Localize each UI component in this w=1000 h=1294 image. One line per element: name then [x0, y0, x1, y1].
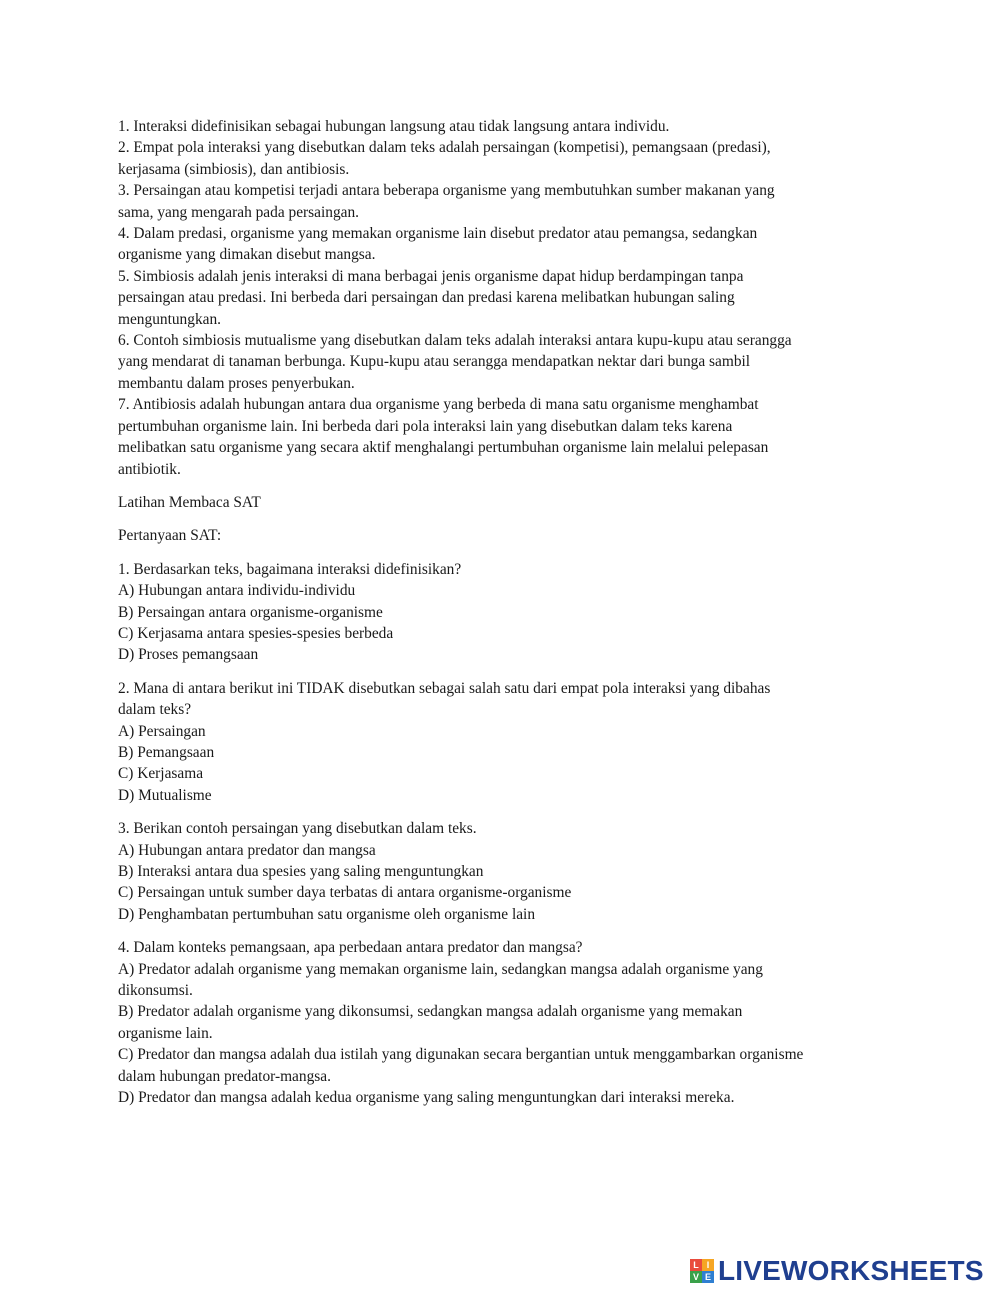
answer-option: [118, 602, 888, 623]
summary-answer: [118, 137, 888, 180]
text-line: melibatkan satu organisme yang secara aktif menghalangi pertumbuhan organisme lain melalui pelepasan: [118, 439, 769, 457]
text-line: pertumbuhan organisme lain. Ini berbeda dari pola interaksi lain yang disebutkan dalam teks karena: [118, 417, 733, 435]
text-line: A) Predator adalah organisme yang memakan organisme lain, sedangkan mangsa adalah organisme yang: [118, 960, 763, 978]
summary-answer: [118, 394, 888, 480]
summary-answer: [118, 223, 888, 266]
text-line: 4. Dalam predasi, organisme yang memakan organisme lain disebut predator atau pemangsa, sedangkan: [118, 225, 758, 243]
text-line: 5. Simbiosis adalah jenis interaksi di mana berbagai jenis organisme dapat hidup berdampingan tanpa: [118, 267, 744, 285]
question-text: [118, 559, 888, 580]
logo-text: LIVEWORKSHEETS: [718, 1255, 984, 1286]
answer-option: [118, 882, 888, 903]
text-line: dalam teks?: [118, 701, 192, 719]
text-line: B) Persaingan antara organisme-organisme: [118, 603, 383, 621]
answer-option: [118, 904, 888, 925]
answer-option: [118, 623, 888, 644]
text-line: 3. Berikan contoh persaingan yang disebutkan dalam teks.: [118, 820, 477, 838]
answer-option: [118, 785, 888, 806]
summary-answer: [118, 180, 888, 223]
text-line: 2. Mana di antara berikut ini TIDAK disebutkan sebagai salah satu dari empat pola interaksi yang dibahas: [118, 679, 771, 697]
summary-answer: [118, 266, 888, 330]
logo-mark-letter: L: [690, 1259, 702, 1271]
liveworksheets-logo-icon: [690, 1259, 714, 1283]
answer-option: [118, 1001, 888, 1044]
answer-option: [118, 861, 888, 882]
text-line: membantu dalam proses penyerbukan.: [118, 374, 355, 392]
text-line: dalam hubungan predator-mangsa.: [118, 1067, 331, 1085]
question-list: [118, 547, 888, 1109]
text-line: D) Predator dan mangsa adalah kedua organisme yang saling menguntungkan dari interaksi mereka.: [118, 1089, 735, 1107]
text-line: organisme lain.: [118, 1024, 213, 1042]
text-line: dikonsumsi.: [118, 982, 193, 1000]
answer-option: [118, 840, 888, 861]
summary-answers: [118, 116, 888, 480]
question-text: [118, 937, 888, 958]
answer-option: [118, 721, 888, 742]
section-title: Latihan Membaca SAT: [118, 493, 261, 511]
text-line: D) Mutualisme: [118, 786, 212, 804]
text-line: antibiotik.: [118, 460, 181, 478]
text-line: 1. Berdasarkan teks, bagaimana interaksi didefinisikan?: [118, 560, 462, 578]
liveworksheets-logo: [690, 1253, 984, 1289]
text-line: C) Kerjasama: [118, 765, 204, 783]
question-text: [118, 818, 888, 839]
text-line: menguntungkan.: [118, 310, 222, 328]
text-line: D) Penghambatan pertumbuhan satu organisme oleh organisme lain: [118, 905, 536, 923]
answer-option: [118, 742, 888, 763]
text-line: 3. Persaingan atau kompetisi terjadi antara beberapa organisme yang membutuhkan sumber makanan yang: [118, 182, 775, 200]
text-line: sama, yang mengarah pada persaingan.: [118, 203, 360, 221]
worksheet-page: [118, 116, 888, 1108]
answer-option: [118, 1087, 888, 1108]
logo-mark-letter: E: [702, 1271, 714, 1283]
text-line: 4. Dalam konteks pemangsaan, apa perbedaan antara predator dan mangsa?: [118, 939, 583, 957]
text-line: 1. Interaksi didefinisikan sebagai hubungan langsung atau tidak langsung antara individu.: [118, 118, 670, 135]
logo-mark-letter: V: [690, 1271, 702, 1283]
summary-answer: [118, 330, 888, 394]
text-line: 7. Antibiosis adalah hubungan antara dua organisme yang berbeda di mana satu organisme menghambat: [118, 396, 759, 414]
answer-option: [118, 580, 888, 601]
text-line: 6. Contoh simbiosis mutualisme yang disebutkan dalam teks adalah interaksi antara kupu-kupu atau serangga: [118, 332, 792, 350]
text-line: C) Predator dan mangsa adalah dua istilah yang digunakan secara bergantian untuk menggambarkan organisme: [118, 1046, 804, 1064]
spacer: [118, 547, 888, 559]
text-line: persaingan atau predasi. Ini berbeda dari persaingan dan predasi karena melibatkan hubungan saling: [118, 289, 735, 307]
text-line: 2. Empat pola interaksi yang disebutkan dalam teks adalah persaingan (kompetisi), pemangsaan (predasi),: [118, 139, 771, 157]
text-line: A) Persaingan: [118, 722, 206, 740]
question-block: [118, 559, 888, 666]
questions-title: Pertanyaan SAT:: [118, 527, 222, 545]
text-line: B) Predator adalah organisme yang dikonsumsi, sedangkan mangsa adalah organisme yang memakan: [118, 1003, 743, 1021]
answer-option: [118, 959, 888, 1002]
spacer: [118, 806, 888, 818]
text-line: A) Hubungan antara predator dan mangsa: [118, 841, 376, 859]
spacer: [118, 925, 888, 937]
text-line: yang mendarat di tanaman berbunga. Kupu-kupu atau serangga mendapatkan nektar dari bunga sambil: [118, 353, 751, 371]
text-line: C) Persaingan untuk sumber daya terbatas di antara organisme-organisme: [118, 884, 572, 902]
question-text: [118, 678, 888, 721]
text-line: organisme yang dimakan disebut mangsa.: [118, 246, 376, 264]
text-line: B) Pemangsaan: [118, 743, 215, 761]
answer-option: [118, 1044, 888, 1087]
text-line: D) Proses pemangsaan: [118, 646, 259, 664]
spacer: [118, 666, 888, 678]
text-line: B) Interaksi antara dua spesies yang saling menguntungkan: [118, 863, 484, 880]
logo-mark-letter: I: [702, 1259, 714, 1271]
text-line: kerjasama (simbiosis), dan antibiosis.: [118, 160, 350, 178]
summary-answer: [118, 116, 888, 137]
question-block: [118, 678, 888, 806]
answer-option: [118, 644, 888, 665]
question-block: [118, 937, 888, 1108]
text-line: A) Hubungan antara individu-individu: [118, 582, 356, 600]
text-line: C) Kerjasama antara spesies-spesies berbeda: [118, 624, 394, 642]
question-block: [118, 818, 888, 925]
answer-option: [118, 763, 888, 784]
